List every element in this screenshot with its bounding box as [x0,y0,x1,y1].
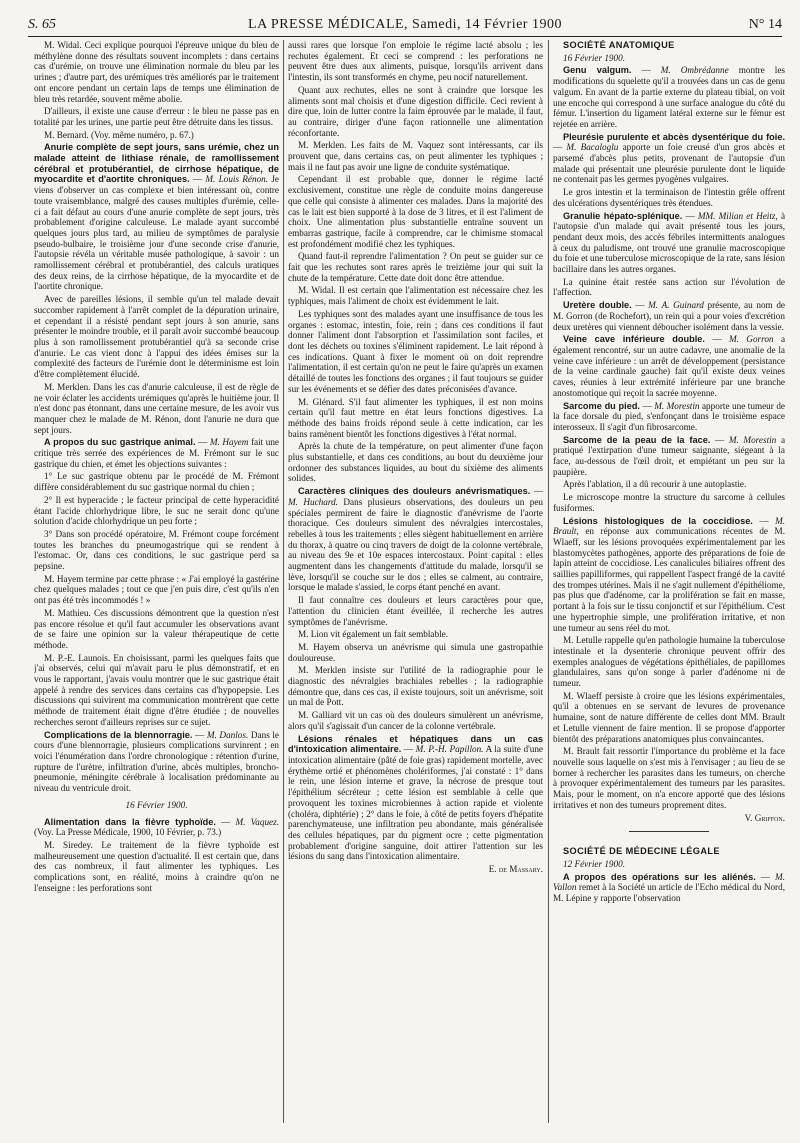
paragraph-text: à l'autopsie d'un malade qui avait présenté tous les jours, pendant deux mois, des accès fébriles intermittents analogues à ceux du paludisme, ont trouvé une granulie macroscopique du foie et une tuberculose microscopique de la rate, sans lésion bacillaire dans les autres organes. [553,210,785,275]
paragraph: M. Lion vit également un fait semblable. [298,629,449,640]
article-author: M. P.-H. Papillon. [415,744,484,755]
paragraph-text: Je viens d'observer un cas complexe et bien intéressant où, contre toute vraisemblance, malgré des causes multiples d'urémie, celle-ci a fait défaut au cours d'une anurie complète de sept jours, très probablement d'origine calculeuse. Le malade ayant succombé quelques jours plus tard, au milieu de symptômes de paralysie pseudo-bulbaire, le troisième jour d'une seconde crise d'anurie, l'autopsie révéla un véritable musée pathologique, à savoir : un ramollissement cérébral et protubérantiel, des calculs uratiques des deux reins, de la cirrhose hépatique, de la myocardite et de l'aortite chronique. [34,174,279,292]
article-heading: Alimentation dans la fièvre typhoïde. — M. Vaquez. (Voy. La Presse Médicale, 1900, 10 Février, p. 73.) [34,816,279,838]
article-title: Sarcome de la peau de la face. [563,434,711,445]
paragraph-text: a également rencontré, sur un autre cadavre, une anomalie de la veine cave inférieure : un arrêt de développement (persistance de la veine cardinale gauche) fait qu'il existe deux veines caves, réunies à leur extrémité inférieure par une branche anostomotique qui reçoit la sacrée moyenne. [553,334,785,398]
paragraph: M. Wlaeff persiste à croire que les lésions expérimentales, qu'il a obtenues en se servant de levures de provenance humaine, sont de nature différente de celles dont MM. Brault et Letulle viennent de faire mention. Il se propose d'apporter bientôt des préparations anatomiques plus convaincantes. [553,690,785,744]
article-author: M. A. Guinard [648,300,704,311]
paragraph-text: en réponse aux communications récentes de M. Wlaeff, sur les lésions provoquées expérimentalement par les blastomycètes pathogènes, apporte des préparations de foie de lapin atteint de coccidiose. Les canalicules biliaires offrent des saillies papilliformes, qui rappellent l'aspect frangé de la cavité des trompes utérines. Mais il ne s'agit nullement d'épithéliome, pas plus que d'adénome, car la prolifération se fait en masse, portant à la fois sur le tissu conjonctif et sur l'épithélium. C'est une hypertrophie simple, une prolifération irritative, et non une tumeur au sens réel du mot. [553,526,785,633]
article-heading: Lésions histologiques de la coccidiose. — M. Brault, en réponse aux communications récentes de M. Wlaeff, sur les lésions provoquées expérimentalement par les blastomycètes pathogènes, apporte des préparations de foie de lapin atteint de coccidiose. Les canalicules biliaires offrent des saillies papilliformes, qui rappellent l'aspect frangé de la cavité des trompes utérines. Mais il ne s'agit nullement d'épithéliome, pas plus que d'adénome, car la prolifération se fait en masse, portant à la fois sur le tissu conjonctif et sur l'épithélium. C'est une hypertrophie simple, une prolifération irritative, et non une tumeur au sens réel du mot. [553,515,785,633]
paragraph: M. Mathieu. Ces discussions démontrent que la question n'est pas encore résolue et qu'il faut accumuler les observations avant de se faire une opinion sur la valeur thérapeutique de cette méthode. [34,607,279,650]
column-rule-2 [548,40,549,1123]
section-date: 12 Février 1900. [563,858,626,869]
paragraph: Après l'ablation, il a dû recourir à une autoplastie. [563,479,747,490]
paragraph: 1° Le suc gastrique obtenu par le procédé de M. Frémont diffère considérablement du suc gastrique normal du chien ; [34,471,279,493]
article-heading: Granulie hépato-splénique. — MM. Milian et Heitz, à l'autopsie d'un malade qui avait présenté tous les jours, pendant deux mois, des accès fébriles intermittents analogues à ceux du paludisme, ont trouvé une granulie macroscopique du foie et une tuberculose microscopique de la rate, sans lésion bacillaire dans les autres organes. [553,210,785,275]
paragraph: La quinine était restée sans action sur l'évolution de l'affection. [553,276,785,298]
paragraph: 2° Il est hyperacide ; le facteur principal de cette hyperacidité étant l'acide chlorhydrique libre, le suc ne serait donc qu'une solution d'acide chlorhydrique un peu forte ; [34,494,279,527]
page-number: S. 65 [28,17,56,32]
article-heading: A propos du suc gastrique animal. — M. Hayem fait une critique très serrée des expériences de M. Frémont sur le suc gastrique du chien, et émet les objections suivantes : [34,437,279,469]
paragraph-text: fait une critique très serrée des expériences de M. Frémont sur le suc gastrique du chien, et émet les objections suivantes : [34,437,279,469]
paragraph: Le gros intestin et la terminaison de l'intestin grêle offrent des ulcérations dysentériques très étendues. [553,187,785,208]
paragraph: M. Bernard. (Voy. même numéro, p. 67.) [44,129,194,140]
paragraph: M. Merklen. Les faits de M. Vaquez sont intéressants, car ils prouvent que, dans certains cas, on peut alimenter les typhiques ; mais il ne faut pas avoir une ligne de conduite systématique. [288,140,543,172]
article-title: Alimentation dans la fièvre typhoïde. [44,816,216,827]
article-title: A propos des opérations sur les aliénés. [563,871,756,882]
journal-title: LA PRESSE MÉDICALE, Samedi, 14 Février 1900 [248,17,562,32]
paragraph: Cependant il est probable que, donner le régime lacté exclusivement, constitue une règle de conduite moins dangereuse que celle qui consiste à alimenter ces malades. Dans la majorité des cas le lait est bien supporté à la dose de 3 litres, et il est l'aliment de choix. Une alimentation plus substantielle entraîne souvent un embarras gastrique, facile à comprendre, car le chimisme stomacal est profondément modifié chez les typhiques. [288,174,543,249]
paragraph: Avec de pareilles lésions, il semble qu'un tel malade devait succomber rapidement à l'arrêt complet de la dépuration urinaire, et cependant il a résisté pendant sept jours à son anurie, sans présenter le moindre trouble, et il paraît avoir succombé beaucoup plus à son ramollissement protubérantiel qu'à sa seconde crise d'anurie. Le cas vient donc à l'appui des idées émises sur la complexité des facteurs de l'urémie dont le déterminisme est loin d'être complètement élucidé. [34,294,279,380]
article-heading: Caractères cliniques des douleurs anévrismatiques. — M. Huchard. Dans plusieurs observations, des douleurs un peu spéciales permirent de faire le diagnostic d'anévrisme de l'aorte thoracique. Ces douleurs simulent des névralgies intercostales, rebelles à tous les traitements ; elles siègent habituellement en arrière du thorax, à quatre ou cinq travers de doigt de la colonne vertébrale, au niveau des 9e et 10e espaces intercostaux. Point capital : elles augmentent dans les changements d'attitude du malade, lorsqu'il se lève, lorsqu'il se couche sur le dos ; elles se calment, au contraire, lorsque le malade s'assied, le corps étant penché en avant. [288,486,543,593]
paragraph: M. Galliard vit un cas où des douleurs simulèrent un anévrisme, alors qu'il s'agissait d'un cancer de la colonne vertébrale. [288,710,543,731]
paragraph-text: apporte un foie creusé d'un gros abcès et parsemé d'abcès plus petits, provenant de l'autopsie d'un malade qui présentait une pleurésie purulente dont le liquide ne contenait pas les germes pyogènes vulgaires. [553,142,785,185]
article-title: Veine cave inférieure double. [563,334,705,345]
paragraph: M. Glénard. S'il faut alimenter les typhiques, il est non moins certain qu'il faut mettre en état leurs fonctions digestives. La méthode des bains froids répond seule à cette indication, car les bains ramènent bientôt les fonctions digestives à l'état normal. [288,396,543,439]
paragraph: Quant aux rechutes, elles ne sont à craindre que lorsque les aliments sont mal choisis et d'une digestion difficile. Ceci revient à dire que, loin de lutter contre la faim éprouvée par le malade, il faut, au contraire, diriger d'une façon rationnelle une alimentation réconfortante. [288,84,543,138]
article-author: M. Gorron [728,334,774,345]
article-heading: Pleurésie purulente et abcès dysentérique du foie. — M. Bacaloglu apporte un foie creusé d'un gros abcès et parsemé d'abcès plus petits, provenant de l'autopsie d'un malade qui présentait une pleurésie purulente dont le liquide ne contenait pas les germes pyogènes vulgaires. [553,131,785,185]
paragraph: M. Hayem observa un anévrisme qui simula une gastropathie douloureuse. [288,641,543,663]
article-title: Complications de la blennorragie. [44,729,193,740]
article-heading: A propos des opérations sur les aliénés. — M. Vallon remet à la Société un article de l'Echo médical du Nord, M. Lépine y rapporte l'observation [553,871,785,904]
article-heading: Uretère double. — M. A. Guinard présente, au nom de M. Gorron (de Rochefort), un rein qui a pour voies d'excrétion deux uretères qui viennent déboucher isolément dans la vessie. [553,300,785,332]
paragraph-text: remet à la Société un article de l'Echo médical du Nord, M. Lépine y rapporte l'observation [553,882,785,904]
paragraph: M. Letulle rappelle qu'en pathologie humaine la tuberculose intestinale et la dysenterie chronique peuvent offrir des exemples analogues de végétations épithéliales, de papillomes glandulaires, sans qu'on songe à parler d'adénome ni de tumeur. [553,635,785,689]
article-title: Sarcome du pied. [563,400,640,411]
paragraph-text: (Voy. La Presse Médicale, 1900, 10 Février, p. 73.) [34,827,222,838]
article-title: Anurie complète de sept jours, sans urémie, chez un malade atteint de lithiase rénale, de ramollissement cérébral et protubérantiel, de cirrhose hépatique, de myocardite et d'aortite chroniques. [34,142,279,185]
article-author: M. Louis Rénon. [205,174,269,185]
article-author: MM. Milian et Heitz, [697,210,778,221]
paragraph: M. Merklen. Dans les cas d'anurie calculeuse, il est de règle de ne voir éclater les accidents urémiques qu'après le huitième jour. Il n'est donc pas étonnant, dans une certaine mesure, de les avoir vus manquer chez le malade de M. Rénon, dont l'anurie ne dura que sept jours. [34,381,279,435]
paragraph: Les typhiques sont des malades ayant une insuffisance de tous les organes : estomac, intestin, foie, rein ; dans ces conditions il faut donner l'aliment dont l'absorption et l'assimilation sont faciles, et dont les déchets ou toxines s'éliminent rapidement. Le lait répond à ces indications. Quant à fixer le moment où on doit reprendre l'alimentation, il est certain qu'on ne peut le faire qu'après un examen détaillé de toutes les fonctions des organes ; il faut toujours se guider sur les événements et se défier des dates préconisées d'avance. [288,308,543,394]
article-title: Caractères cliniques des douleurs anévrismatiques. [298,486,531,497]
signature: E. de Massary. [488,864,543,875]
article-author: M. Vaquez. [235,816,279,827]
paragraph-text: apporte une tumeur de la face dorsale du pied, s'enfonçant dans le troisième espace interosseux. Il s'agit d'un fibrosarcome. [553,400,785,432]
paragraph: aussi rares que lorsque l'on emploie le régime lacté absolu ; les rechutes également. Et ceci se comprend : les perforations ne peuvent être dues aux aliments, puisque, lorsqu'ils arrivent dans l'intestin, ils sont transformés en chyme, peu nocif naturellement. [288,40,543,83]
article-title: A propos du suc gastrique animal. [44,437,196,448]
article-title: Genu valgum. [563,65,632,76]
paragraph: Il faut connaître ces douleurs et leurs caractères pour que, l'attention du clinicien étant éveillée, il recherche les autres symptômes de l'anévrisme. [288,595,543,627]
article-author: M. Morestin [728,434,777,445]
article-heading: Sarcome de la peau de la face. — M. Morestin a pratiqué l'extirpation d'une tumeur saignante, siégeant à la face, au-dessous de l'œil droit, et empiétant un peu sur la paupière. [553,434,785,477]
article-heading: Anurie complète de sept jours, sans urémie, chez un malade atteint de lithiase rénale, de ramollissement cérébral et protubérantiel, de cirrhose hépatique, de myocardite et d'aortite chroniques. — M. Louis Rénon. Je viens d'observer un cas complexe et bien intéressant où, contre toute vraisemblance, malgré des causes multiples d'urémie, celle-ci a fait défaut au cours d'une anurie complète de sept jours, très probablement d'origine calculeuse. Le malade ayant succombé quelques jours plus tard, au milieu de symptômes de paralysie pseudo-bulbaire, le troisième jour d'une seconde crise d'anurie, l'autopsie révéla un véritable musée pathologique, à savoir : un ramollissement cérébral et protubérantiel, des calculs uratiques des deux reins, de la cirrhose hépatique, de la myocardite et de l'aortite chronique. [34,142,279,292]
issue-number: N° 14 [748,17,782,32]
paragraph-text: présente, au nom de M. Gorron (de Rochefort), un rein qui a pour voies d'excrétion deux uretères qui viennent déboucher isolément dans la vessie. [553,300,785,332]
paragraph: Le microscope montre la structure du sarcome à cellules fusiformes. [553,492,785,513]
article-title: Lésions histologiques de la coccidiose. [563,515,753,526]
page-header [28,14,782,37]
paragraph-text: Dans le cours d'une blennorragie, plusieurs complications survinrent ; en voici l'énumération dans l'ordre chronologique : rétention d'urine, rupture de l'urètre, infiltration d'urine, abcès multiples, broncho-pneumonie, méningite cérébrale à localisation prédominante au niveau du ventricule droit. [34,729,279,794]
paragraph: M. Hayem termine par cette phrase : « J'ai employé la gastérine chez quelques malades ; tout ce que j'en puis dire, c'est qu'ils n'en ont pas été très incommodés ! » [34,573,279,606]
paragraph-text: Dans plusieurs observations, des douleurs un peu spéciales permirent de faire le diagnostic d'anévrisme de l'aorte thoracique. Ces douleurs simulent des névralgies intercostales, rebelles à tous les traitements ; elles siègent habituellement en arrière du thorax, à quatre ou cinq travers de doigt de la colonne vertébrale, au niveau des 9e et 10e espaces intercostaux. Point capital : elles augmentent dans les changements d'attitude du malade, lorsqu'il se lève, lorsqu'il se couche sur le dos ; elles se calment, au contraire, lorsque le malade s'assied, le corps étant penché en avant. [288,496,543,593]
signature: V. Griffon. [744,812,785,823]
paragraph-text: A la suite d'une intoxication alimentaire (pâté de foie gras) rapidement mortelle, avec érythème ortié et phénomènes cholériformes, j'ai constaté : 1° dans le rein, une lésion interne et grave, la nécrose de presque tout l'épithélium sécréteur ; cette lésion est semblable à celle que provoquent les toxines microbiennes à action rapide et violente (choléra, diphtérie) ; 2° dans le foie, à côté de petits foyers d'hépatite parenchymateuse, une infiltration peu abondante, mais généralisée des cellules hépatiques, par du pigment ocre ; cette pigmentation probablement d'origine sanguine, doit attirer l'attention sur les lésions du sang dans l'intoxication alimentaire. [288,744,543,862]
session-date: 16 Février 1900. [125,799,188,810]
article-title: Lésions rénales et hépatiques dans un cas d'intoxication alimentaire. [288,733,543,755]
article-author: M. Hayem [209,437,249,448]
article-author: M. Danlos. [206,729,249,740]
article-heading: Sarcome du pied. — M. Morestin apporte une tumeur de la face dorsale du pied, s'enfonçant dans le troisième espace interosseux. Il s'agit d'un fibrosarcome. [553,400,785,432]
paragraph: M. Siredey. Le traitement de la fièvre typhoïde est malheureusement une question d'actualité. Il est certain que, dans des cas nombreux, il faut alimenter les typhiques. Les complications sont, en réalité, moins à craindre qu'on ne l'enseigne : les perforations sont [34,839,279,893]
paragraph: 3° Dans son procédé opératoire, M. Frémont coupe forcément toutes les branches du pneumogastrique qui se rendent à l'estomac. Or, dans ces conditions, le suc gastrique perd sa pepsine. [34,528,279,572]
section-date: 16 Février 1900. [563,52,626,63]
paragraph: D'ailleurs, il existe une cause d'erreur : le bleu ne passe pas en totalité par les urines, une partie peut être détruite dans les tissus. [34,106,279,127]
column-left [34,40,279,1133]
column-right [553,40,785,1133]
paragraph: M. Brault fait ressortir l'importance du problème et la face nouvelle sous laquelle on s'est mis à l'envisager ; au lieu de se borner à rechercher les parasites dans les tumeurs, on cherche à provoquer expérimentalement des tumeurs par les parasites. Mais, pour le moment, on n'a encore apporté que des lésions irritatives et non des tumeurs proprement dites. [553,746,785,810]
article-title: Granulie hépato-splénique. [563,210,683,221]
paragraph-text: a pratiqué l'extirpation d'une tumeur saignante, siégeant à la face, au-dessous de l'œil droit, et empiétant un peu sur la paupière. [553,434,785,477]
paragraph-text: montre les modifications du squelette qu'il a trouvées dans un cas de genu valgum. En avant de la partie externe du plateau tibial, on voit une encoche qui correspond à une surface analogue du côté du fémur. L'insertion du ligament latéral externe sur le fémur est rejetée en arrière. [553,65,785,129]
paragraph: Après la chute de la température, on peut alimenter d'une façon plus substantielle, et dans ces conditions, au bout du deuxième jour ordonner des substances liquides, au bout du sixième des aliments solides. [288,441,543,484]
article-heading: Lésions rénales et hépatiques dans un cas d'intoxication alimentaire. — M. P.-H. Papillon. A la suite d'une intoxication alimentaire (pâté de foie gras) rapidement mortelle, avec érythème ortié et phénomènes cholériformes, j'ai constaté : 1° dans le rein, une lésion interne et grave, la nécrose de presque tout l'épithélium sécréteur ; cette lésion est semblable à celle que provoquent les toxines microbiennes à action rapide et violente (choléra, diphtérie) ; 2° dans le foie, à côté de petits foyers d'hépatite parenchymateuse, une infiltration peu abondante, mais généralisée des cellules hépatiques, par du pigment ocre ; cette pigmentation probablement d'origine sanguine, doit attirer l'attention sur les lésions du sang dans l'intoxication alimentaire. [288,733,543,862]
column-rule-1 [283,40,284,1123]
section-title: SOCIÉTÉ ANATOMIQUE [563,40,675,50]
paragraph: M. Widal. Il est certain que l'alimentation est nécessaire chez les typhiques, mais l'aliment de choix est évidemment le lait. [288,285,543,307]
article-title: Uretère double. [563,300,632,311]
column-middle [288,40,543,1133]
article-author: M. Huchard. [288,496,338,507]
paragraph: M. P.-E. Launois. En choisissant, parmi les quelques faits que j'ai observés, celui qui m'avait paru le plus démonstratif, et en vous le rapportant, j'avais voulu montrer que le suc gastrique était appelé à rendre des services dans certains cas d'hypopepsie. Les discussions qui suivirent ma communication montrèrent que cette méthode de traitement était digne d'être étudiée ; de nouvelles recherches seront d'ailleurs reprises sur ce sujet. [34,652,279,727]
article-author: M. Morestin [654,400,700,411]
section-divider [629,831,709,832]
article-author: M. Ombrédanne [660,65,729,76]
article-title: Pleurésie purulente et abcès dysentérique du foie. [563,131,785,142]
article-author: M. Brault, [553,515,785,537]
paragraph: M. Merklen insiste sur l'utilité de la radiographie pour le diagnostic des névralgies brachiales rebelles ; la radiographie démontre que, dans ces cas, il existe toujours, soit un anévrisme, soit un mal de Pott. [288,665,543,708]
article-author: M. Bacaloglu [566,142,619,153]
paragraph: M. Widal. Ceci explique pourquoi l'épreuve unique du bleu de méthylène donne des résultats souvent incomplets : dans certains cas d'urémie, on trouve une élimination normale du bleu par les urines ; d'autre part, des urémiques très améliorés par le traitement ont encore pendant un certain laps de temps une élimination de bleu très retardée, souvent même abolie. [34,40,279,104]
article-heading: Complications de la blennorragie. — M. Danlos. Dans le cours d'une blennorragie, plusieurs complications survinrent ; en voici l'énumération dans l'ordre chronologique : rétention d'urine, rupture de l'urètre, infiltration d'urine, abcès multiples, broncho-pneumonie, méningite cérébrale à localisation prédominante au niveau du ventricule droit. [34,729,279,794]
section-title: SOCIÉTÉ DE MÉDECINE LÉGALE [563,846,720,857]
article-heading: Genu valgum. — M. Ombrédanne montre les modifications du squelette qu'il a trouvées dans un cas de genu valgum. En avant de la partie externe du plateau tibial, on voit une encoche qui correspond à une surface analogue du côté du fémur. L'insertion du ligament latéral externe sur le fémur est rejetée en arrière. [553,65,785,129]
article-heading: Veine cave inférieure double. — M. Gorron a également rencontré, sur un autre cadavre, une anomalie de la veine cave inférieure : un arrêt de développement (persistance de la veine cardinale gauche) fait qu'il existe deux veines caves, réunies à leur extrémité inférieure par une branche anostomotique qui reçoit la sacrée moyenne. [553,334,785,398]
paragraph: Quand faut-il reprendre l'alimentation ? On peut se guider sur ce fait que les rechutes sont rares après le treizième jour qui suit la chute de la température. Cette date doit donc être attendue. [288,251,543,283]
article-author: M. Vallon [553,871,785,893]
